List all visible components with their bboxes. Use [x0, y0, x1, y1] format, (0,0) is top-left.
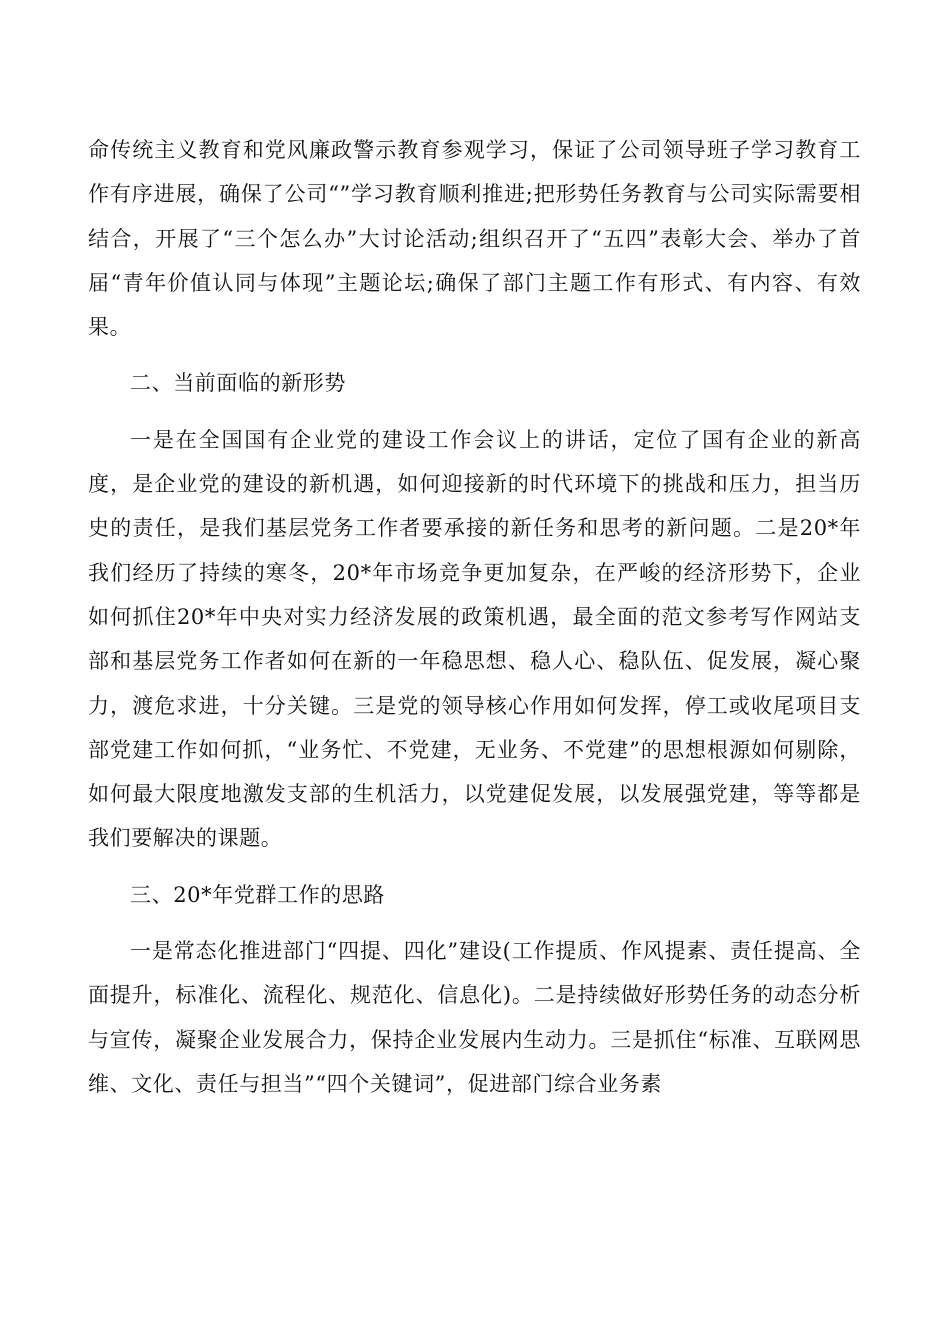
paragraph-new-situation: 一是在全国国有企业党的建设工作会议上的讲话，定位了国有企业的新高度，是企业党的建设的新机遇，如何迎接新的时代环境下的挑战和压力，担当历史的责任，是我们基层党务工作者要承接的新任务和思考的新问题。二是20*年我们经历了持续的寒冬，20*年市场竞争更加复杂，在严峻的经济形势下，企业如何抓住20*年中央对实力经济发展的政策机遇，最全面的范文参考写作网站支部和基层党务工作者如何在新的一年稳思想、稳人心、稳队伍、促发展，凝心聚力，渡危求进，十分关键。三是党的领导核心作用如何发挥，停工或收尾项目支部党建工作如何抓，“业务忙、不党建，无业务、不党建”的思想根源如何剔除，如何最大限度地激发支部的生机活力，以党建促发展，以发展强党建，等等都是我们要解决的课题。 [88, 427, 861, 851]
document-page [88, 128, 861, 1118]
paragraph-work-ideas: 一是常态化推进部门“四提、四化”建设(工作提质、作风提素、责任提高、全面提升，标准化、流程化、规范化、信息化)。二是持续做好形势任务的动态分析与宣传，凝聚企业发展合力，保持企业发展内生动力。三是抓住“标准、互联网思维、文化、责任与担当”“四个关键词”，促进部门综合业务素 [88, 939, 861, 1096]
section-heading-2: 二、当前面临的新形势 [130, 371, 346, 396]
section-heading-3: 三、20*年党群工作的思路 [130, 882, 386, 907]
paragraph-continued: 命传统主义教育和党风廉政警示教育参观学习，保证了公司领导班子学习教育工作有序进展，确保了公司“”学习教育顺利推进;把形势任务教育与公司实际需要相结合，开展了“三个怎么办”大讨论活动;组织召开了“五四”表彰大会、举办了首届“青年价值认同与体现”主题论坛;确保了部门主题工作有形式、有内容、有效果。 [88, 138, 861, 340]
